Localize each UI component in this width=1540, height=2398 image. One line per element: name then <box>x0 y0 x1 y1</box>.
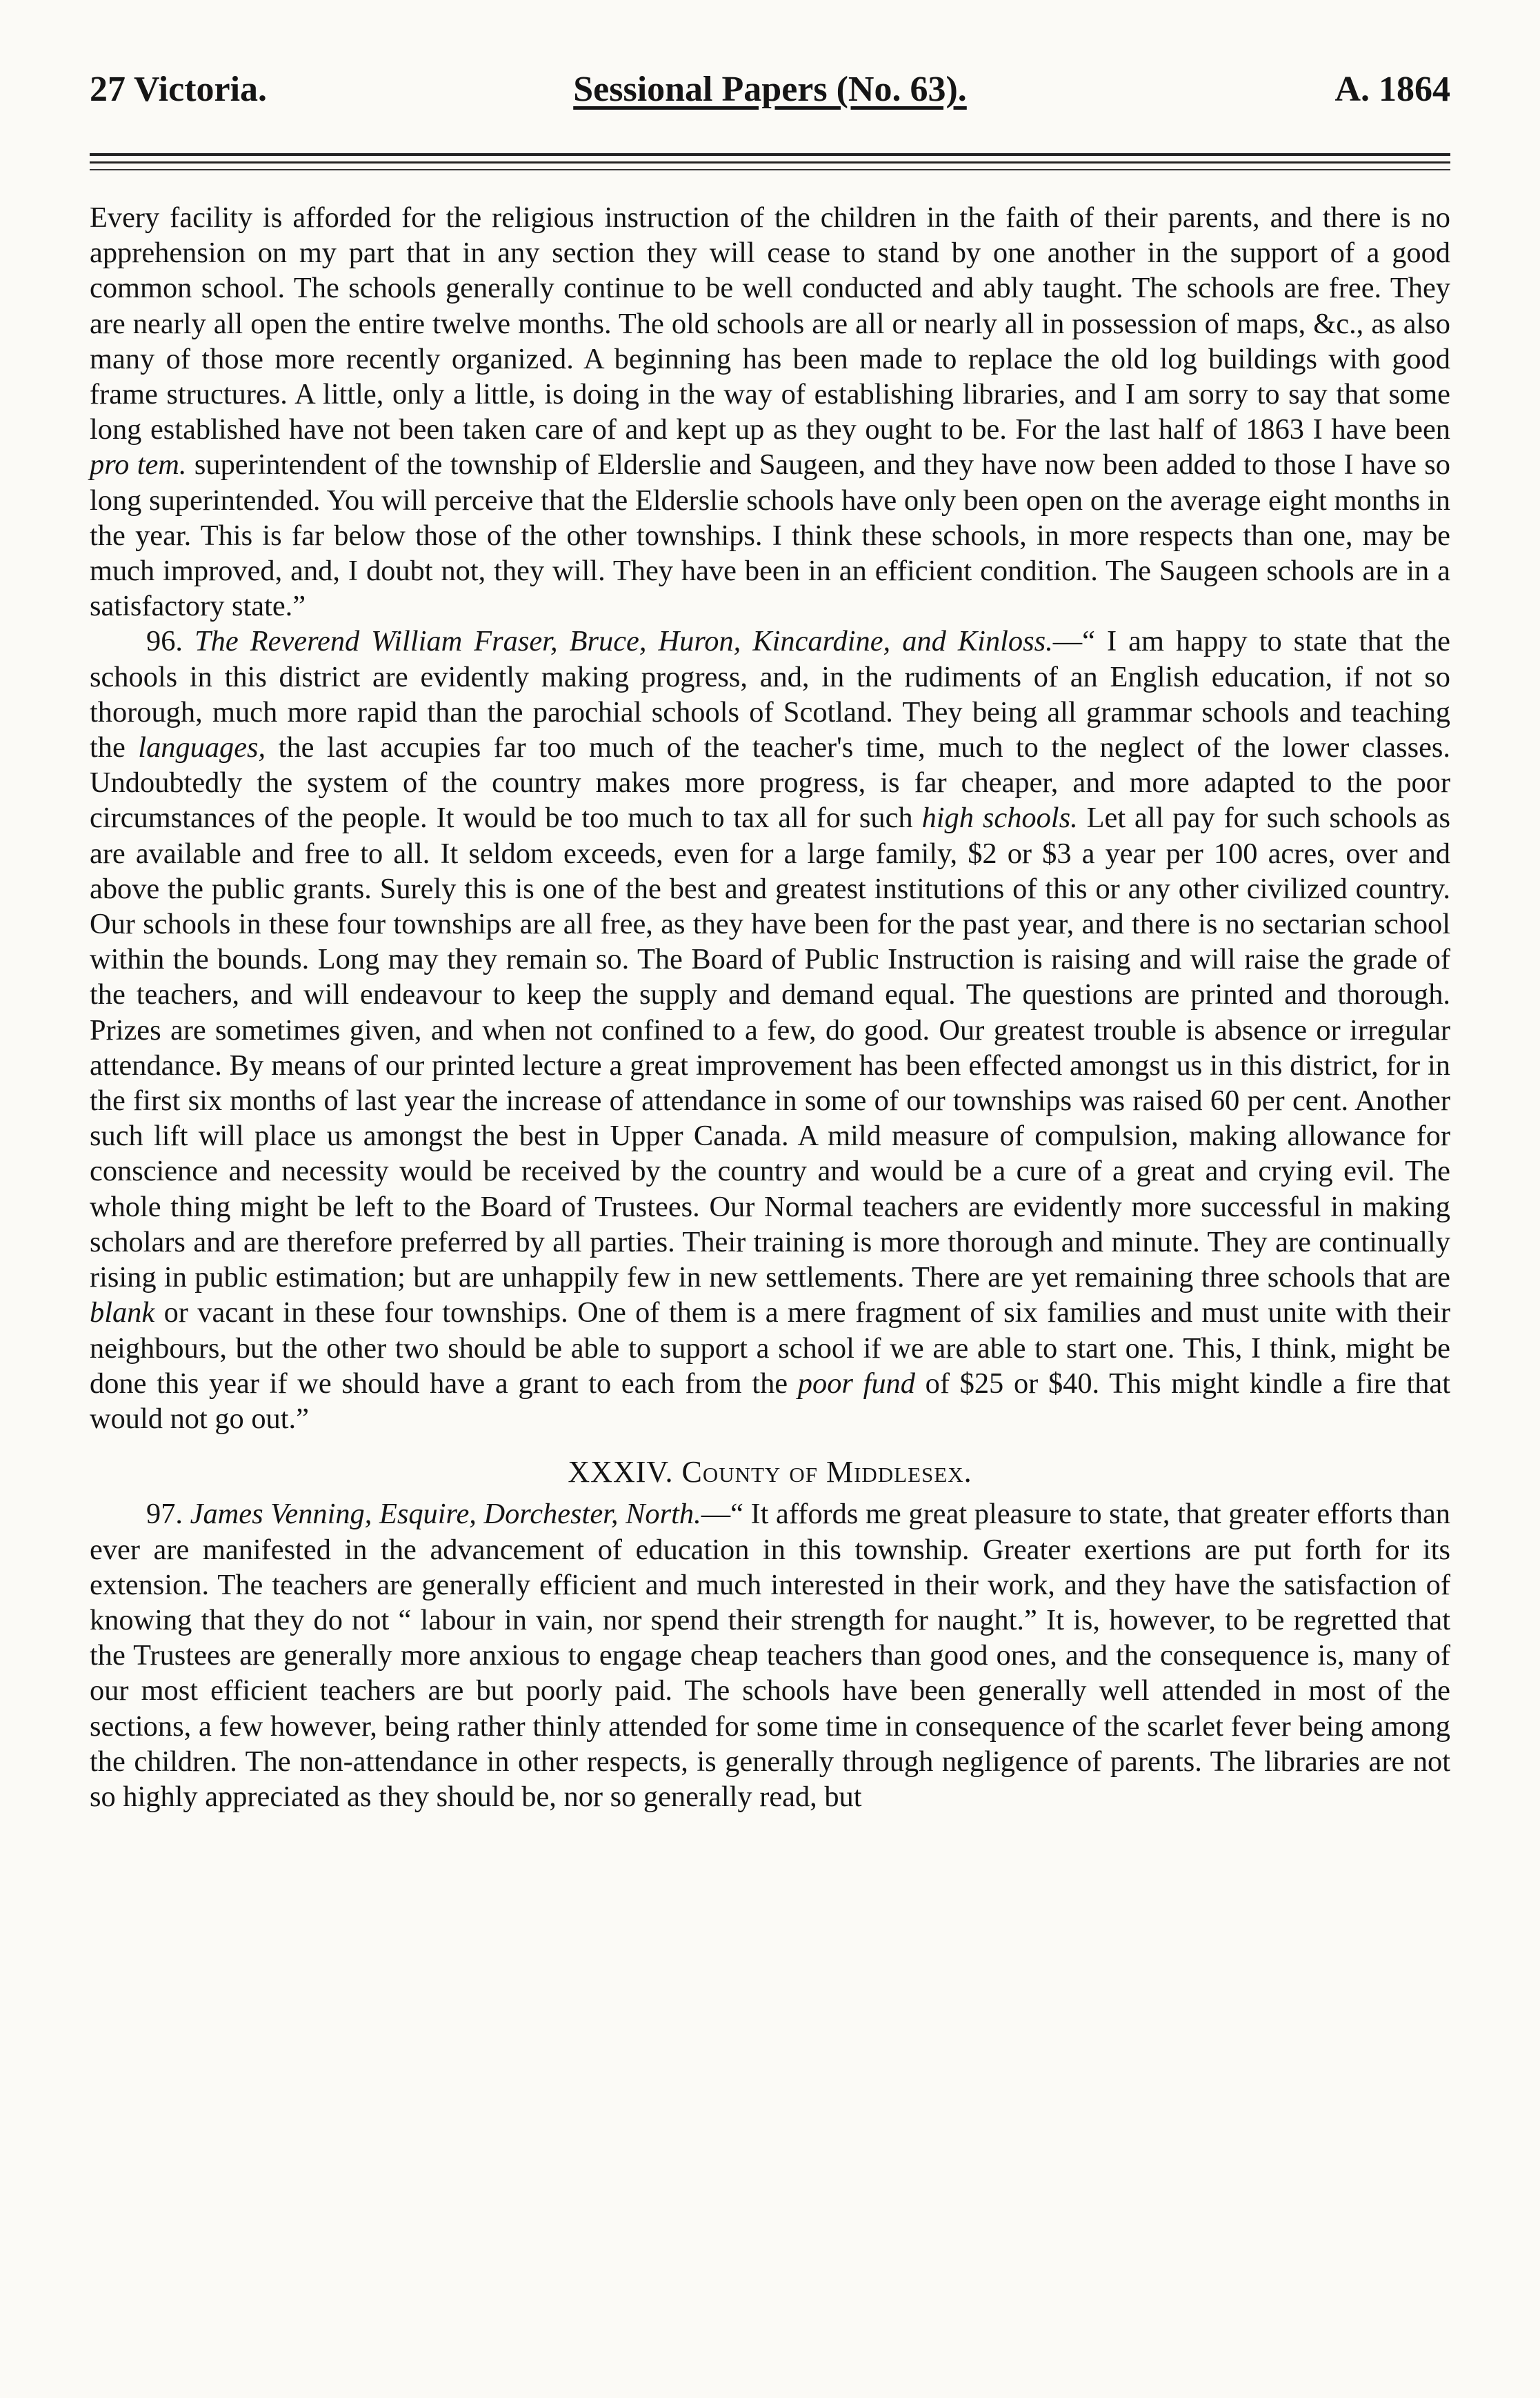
header-year: A. 1864 <box>1334 70 1450 109</box>
text-run: of $25 or $40. This might kindle a fire that would not go out.” <box>90 1367 1451 1435</box>
italic-run: languages, <box>138 731 266 764</box>
rule-line <box>90 153 1450 156</box>
italic-run: blank <box>90 1296 155 1329</box>
italic-run: high schools. <box>921 802 1078 835</box>
paragraph-continued <box>90 200 1450 624</box>
rule-line <box>90 169 1450 170</box>
text-run: Every facility is afforded for the religious instruction of the children in the faith of their parents, and there is no apprehension on my part that in any section they will cease to stand by one another in the support of a good common school. The schools generally continue to be well conducted and ably taught. The schools are free. They are nearly all open the entire twelve months. The old schools are all or nearly all in possession of maps, &c., as also many of those more recently organized. A beginning has been made to replace the old log buildings with good frame structures. A little, only a little, is doing in the way of establishing libraries, and I am sorry to say that some long established have not been taken care of and kept up as they ought to be. For the last half of 1863 I have been <box>90 201 1450 446</box>
section-title: County of Middlesex. <box>681 1455 972 1489</box>
body-text <box>90 200 1450 1814</box>
text-run: or vacant in these four townships. One of them is a mere fragment of six families and must unite with their neighbours, but the other two should be able to support a school if we are able to start one. This, I think, might be done this year if we should have a grant to each from the <box>90 1296 1450 1400</box>
text-run: the last accupies far too much of the teacher's time, much to the neglect of the lower classes. Undoubtedly the system of the country makes more progress, is far cheaper, and more adapted to the poor circumstances of the people. It would be too much to tax all for such <box>90 731 1450 835</box>
header-title <box>90 69 1450 110</box>
text-run: —“ It affords me great pleasure to state, that greater efforts than ever are manifested in the advancement of education in this township. Greater exertions are put forth for its extension. The teachers are generally efficient and much interested in their work, and they have the satisfaction of knowing that they do not “ labour in vain, nor spend their strength for naught.” It is, however, to be regretted that the Trustees are generally more anxious to engage cheap teachers than good ones, and the consequence is, many of our most efficient teachers are but poorly paid. The schools have been generally well attended in most of the sections, a few however, being rather thinly attended for some time in consequence of the scarlet fever being among the children. The non-attendance in other respects, is generally through negligence of parents. The libraries are not so highly appreciated as they should be, nor so generally read, but <box>90 1498 1451 1813</box>
header-title-text: Sessional Papers (No. 63). <box>573 70 967 109</box>
paragraph-number: 96. <box>146 625 195 658</box>
italic-run: pro tem. <box>90 448 187 482</box>
header-rules <box>90 153 1450 170</box>
italic-run: poor fund <box>797 1367 915 1400</box>
section-number: XXXIV. <box>568 1455 682 1489</box>
text-run: —“ I am happy to state that the schools in this district are evidently making progress, and, in the rudiments of an English education, if not so thorough, much more rapid than the parochial schools of Scotland. They being all grammar schools and teaching the <box>90 625 1450 764</box>
correspondent-name: James Venning, Esquire, Dorchester, North. <box>190 1498 701 1531</box>
text-run: superintendent of the township of Elderslie and Saugeen, and they have now been added to those I have so long superintended. You will perceive that the Elderslie schools have only been open on the average eight months in the year. This is far below those of the other townships. I think these schools, in more respects than one, may be much improved, and, I doubt not, they will. They have been in an efficient condition. The Saugeen schools are in a satisfactory state.” <box>90 448 1450 623</box>
paragraph-97 <box>90 1496 1450 1814</box>
section-heading <box>90 1454 1450 1489</box>
text-run: Let all pay for such schools as are available and free to all. It seldom exceeds, even for a large family, $2 or $3 a year per 100 acres, over and above the public grants. Surely this is one of the best and greatest institutions of this or any other civilized country. Our schools in these four townships are all free, as they have been for the past year, and there is no sectarian school within the bounds. Long may they remain so. The Board of Public Instruction is raising and will raise the grade of the teachers, and will endeavour to keep the supply and demand equal. The questions are printed and thorough. Prizes are sometimes given, and when not confined to a few, do good. Our greatest trouble is absence or irregular attendance. By means of our printed lecture a great improvement has been effected amongst us in this district, for in the first six months of last year the increase of attendance in some of our townships was raised 60 per cent. Another such lift will place us amongst the best in Upper Canada. A mild measure of compulsion, making allowance for conscience and necessity would be received by the country and would be a cure of a great and crying evil. The whole thing might be left to the Board of Trustees. Our Normal teachers are evidently more successful in making scholars and are therefore preferred by all parties. Their training is more thorough and minute. They are continually rising in public estimation; but are unhappily few in new settlements. There are yet remaining three schools that are <box>90 802 1450 1294</box>
header-volume: 27 Victoria. <box>90 70 268 109</box>
correspondent-name: The Reverend William Fraser, Bruce, Huron, Kincardine, and Kinloss. <box>194 625 1053 658</box>
rule-line <box>90 161 1450 164</box>
running-header <box>90 69 1450 131</box>
paragraph-number: 97. <box>146 1498 190 1531</box>
paragraph-96 <box>90 624 1450 1436</box>
